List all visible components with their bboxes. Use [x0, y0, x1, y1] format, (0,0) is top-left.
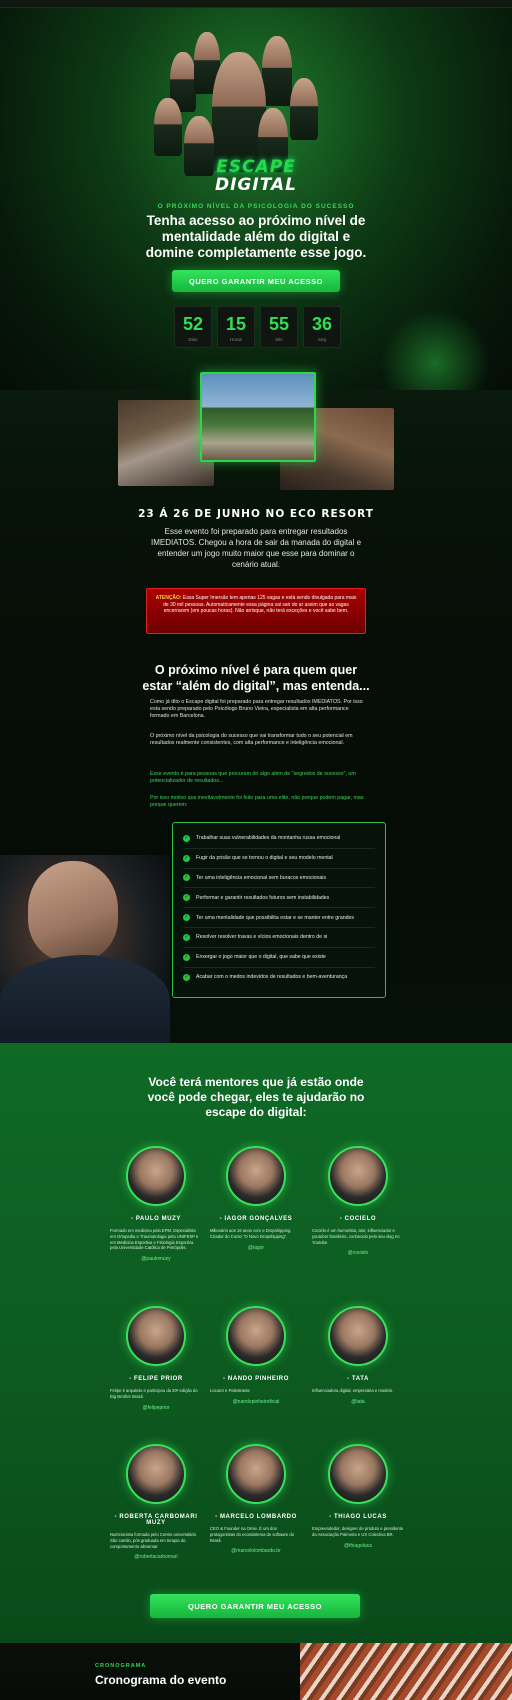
mentor-handle[interactable]: @tata [351, 1398, 365, 1405]
avatar [328, 1444, 388, 1504]
speaker-head [28, 861, 118, 961]
mentor-name: - NANDO PINHEIRO [223, 1376, 289, 1382]
mentor-name: - COCIELO [339, 1216, 377, 1222]
mentor-card [306, 1444, 410, 1549]
cast-person [290, 78, 318, 140]
mentor-bio: Influenciadora digital, empresária e modelo. [312, 1388, 394, 1393]
paragraph-1: Como já dito o Escape digital foi preparado para entregar resultados IMEDIATOS. Por isso esta sendo preparado pelo Psicólogo Bruno Vieira, especialista em alta performance formado em Barcelona. [150, 699, 363, 720]
mentor-name: - MARCELO LOMBARDO [215, 1514, 297, 1520]
timer-unit: Horas [229, 337, 242, 342]
mentor-bio: Formado em medicina pela EPM. Especialista em Ortopedia e Traumatologia pela UNIFESP e em Medicina Esportiva e Fisiologia Esportiva pela Universidade Católica de Petrópolis. [110, 1228, 199, 1251]
alert-text: Essa Super Imersão tem apenas 125 vagas e está sendo divulgada para mais de 30 mil pessoas. Automaticamente essa página vai sair do ar assim que as vagas encerrarem (em poucas horas). Não arrisque, não terá exceções e você sabe bem. [163, 595, 357, 615]
check-icon: ✓ [184, 894, 189, 901]
avatar [328, 1146, 388, 1206]
checklist-item [183, 948, 375, 968]
event-date-title: 23 Á 26 DE JUNHO NO ECO RESORT [138, 508, 374, 520]
check-icon: ✓ [184, 874, 189, 881]
mentor-card [204, 1444, 308, 1554]
timer-unit: Min [275, 337, 283, 342]
paragraph-3: Esse evento é para pessoas que procuram do algo além de "segredos de sucesso", um potencializador de resultados... [150, 771, 356, 785]
checklist-text: Resolver resolver travas e vícios emocionais dentro de si [196, 934, 328, 941]
checklist-text: Enxergar o jogo maior que o digital, que sabe que existe [196, 954, 326, 961]
cast-person [262, 36, 292, 106]
checklist-item [183, 888, 375, 908]
schedule-section [0, 1643, 512, 1700]
checklist-item [183, 968, 375, 988]
mentor-card [204, 1306, 308, 1405]
timer-unit: Seg [317, 337, 326, 342]
check-icon: ✓ [184, 933, 189, 940]
mentor-name: - THIAGO LUCAS [329, 1514, 387, 1520]
mentor-bio: Milionário aos 16 anos com o Dropshipping. Criador do Curso "O Novo Dropshipping". [210, 1228, 292, 1239]
mentor-bio: CEO & Founder na Omie. É um dos protagonistas do ecossistema de software do Brasil. [210, 1526, 295, 1543]
mentor-handle[interactable]: @thiagoluca [344, 1542, 372, 1549]
mentors-cta-button[interactable]: QUERO GARANTIR MEU ACESSO [150, 1594, 360, 1618]
timer-value: 15 [225, 314, 247, 334]
check-icon: ✓ [184, 834, 189, 841]
venue-roof-photo [300, 1643, 512, 1700]
mentor-name: - PAULO MUZY [130, 1216, 182, 1222]
benefits-checklist [172, 822, 386, 998]
mentor-card [204, 1146, 308, 1251]
paragraph-2: O próximo nível da psicologia do sucesso que vai transformar todo o seu potencial em resultados realmente consistentes, com alta performance e inteligência emocional. [150, 733, 353, 747]
mentor-card [306, 1146, 410, 1256]
mentor-card [306, 1306, 410, 1405]
check-icon: ✓ [184, 914, 189, 921]
mentor-name: - FELIPE PRIOR [129, 1376, 183, 1382]
hero-headline: Tenha acesso ao próximo nível de mentalidade além do digital e domine completamente esse jogo. [145, 213, 367, 260]
venue-photo-main [200, 372, 316, 462]
avatar [126, 1306, 186, 1366]
attention-alert [146, 588, 366, 634]
schedule-label: CRONOGRAMA [95, 1663, 147, 1669]
timer-seconds [303, 306, 341, 348]
avatar [226, 1444, 286, 1504]
checklist-text: Trabalhar suas vulnerabilidades da montanha russa emocional [196, 835, 341, 842]
checklist-text: Ter uma mentalidade que possibilita estar e se manter entre grandes [196, 914, 355, 921]
timer-value: 55 [268, 314, 290, 334]
mentor-bio: Locutor e Palestrante [210, 1388, 250, 1393]
countdown-timer [174, 306, 342, 348]
avatar [328, 1306, 388, 1366]
checklist-text: Acabar com o medos indevidos de resultados e bem-aventurança [196, 974, 348, 981]
avatar [226, 1306, 286, 1366]
avatar [126, 1444, 186, 1504]
paragraph-4: Por isso motivo que inevitavelmente foi feito para uma elite, não porque podem pagar, mas porque querem: [150, 795, 364, 809]
escape-digital-logo [196, 158, 316, 198]
check-icon: ✓ [184, 953, 189, 960]
mentor-handle[interactable]: @paulomuzy [141, 1256, 171, 1263]
logo-line-2: DIGITAL [215, 175, 297, 195]
alert-label: ATENÇÃO: [155, 595, 182, 601]
mentor-card [104, 1444, 208, 1560]
checklist-text: Performar e garantir resultados futuros sem instabilidades [196, 894, 330, 901]
mentor-bio: Empreendedor, designer de produto e presidente da Associação Palmeira e UX Colectiva BR. [312, 1526, 404, 1537]
avatar [126, 1146, 186, 1206]
mentor-handle[interactable]: @robertacarbomari [134, 1554, 178, 1561]
speaker-body [0, 955, 170, 1045]
mentors-title: Você terá mentores que já estão onde você pode chegar, eles te ajudarão no escape do digital: [147, 1075, 365, 1119]
browser-top-strip [0, 0, 512, 8]
mentor-name: - IAGOR GONÇALVES [219, 1216, 293, 1222]
mentor-handle[interactable]: @marcelolombardo.br [231, 1548, 281, 1555]
checklist-item [183, 869, 375, 889]
checklist-item [183, 908, 375, 928]
hero-cta-button[interactable]: QUERO GARANTIR MEU ACESSO [172, 270, 340, 292]
speaker-photo [0, 855, 170, 1045]
mentor-handle[interactable]: @felipeprior [142, 1404, 170, 1411]
cast-person [154, 98, 182, 156]
hero-kicker: O PRÓXIMO NÍVEL DA PSICOLOGIA DO SUCESSO [157, 203, 355, 210]
mentor-name: - TATA [347, 1376, 369, 1382]
checklist-item [183, 829, 375, 849]
mentor-bio: Felipe é arquiteto e participou da 20ª edição do Big Brother Brasil. [110, 1388, 198, 1399]
mentor-handle[interactable]: @nandopinheiroficial [232, 1398, 280, 1405]
event-description: Esse evento foi preparado para entregar resultados IMEDIATOS. Chegou a hora de sair da manada do digital e entender um jogo muito maior que esse para dominar o cenário atual. [150, 527, 362, 569]
mentor-card [104, 1306, 208, 1411]
logo-line-1: ESCAPE [216, 157, 296, 177]
timer-minutes [260, 306, 298, 348]
avatar [226, 1146, 286, 1206]
hero-cast-photo [150, 28, 362, 178]
mentor-bio: Nutricionista formada pelo Centro universitário São camilo, pós graduada em terapia do comportamento alimentar. [110, 1532, 197, 1549]
mentor-card [104, 1146, 208, 1262]
checklist-item [183, 928, 375, 948]
next-level-title: O próximo nível é para quem quer estar “além do digital”, mas entenda... [142, 663, 370, 693]
checklist-text: Fugir da prisão que se tornou o digital e seu modelo mental [196, 855, 333, 862]
checklist-item [183, 849, 375, 869]
timer-value: 52 [182, 314, 204, 334]
mentor-handle[interactable]: @cocielo [347, 1250, 369, 1257]
timer-value: 36 [311, 314, 333, 334]
mentor-handle[interactable]: @iagor [247, 1244, 265, 1251]
check-icon: ✓ [184, 973, 189, 980]
mentor-name: - ROBERTA CARBOMARI MUZY [114, 1514, 198, 1526]
timer-days [174, 306, 212, 348]
timer-hours [217, 306, 255, 348]
mentor-bio: Cocielo é um humorista, ator, influenciador e youtuber brasileiro, conhecido pelo seu vlog no Youtube. [312, 1228, 400, 1245]
checklist-text: Ter uma inteligência emocional sem buracos emocionais [196, 874, 327, 881]
schedule-heading: Cronograma do evento [95, 1673, 227, 1687]
check-icon: ✓ [184, 854, 189, 861]
timer-unit: Dias [188, 337, 198, 342]
